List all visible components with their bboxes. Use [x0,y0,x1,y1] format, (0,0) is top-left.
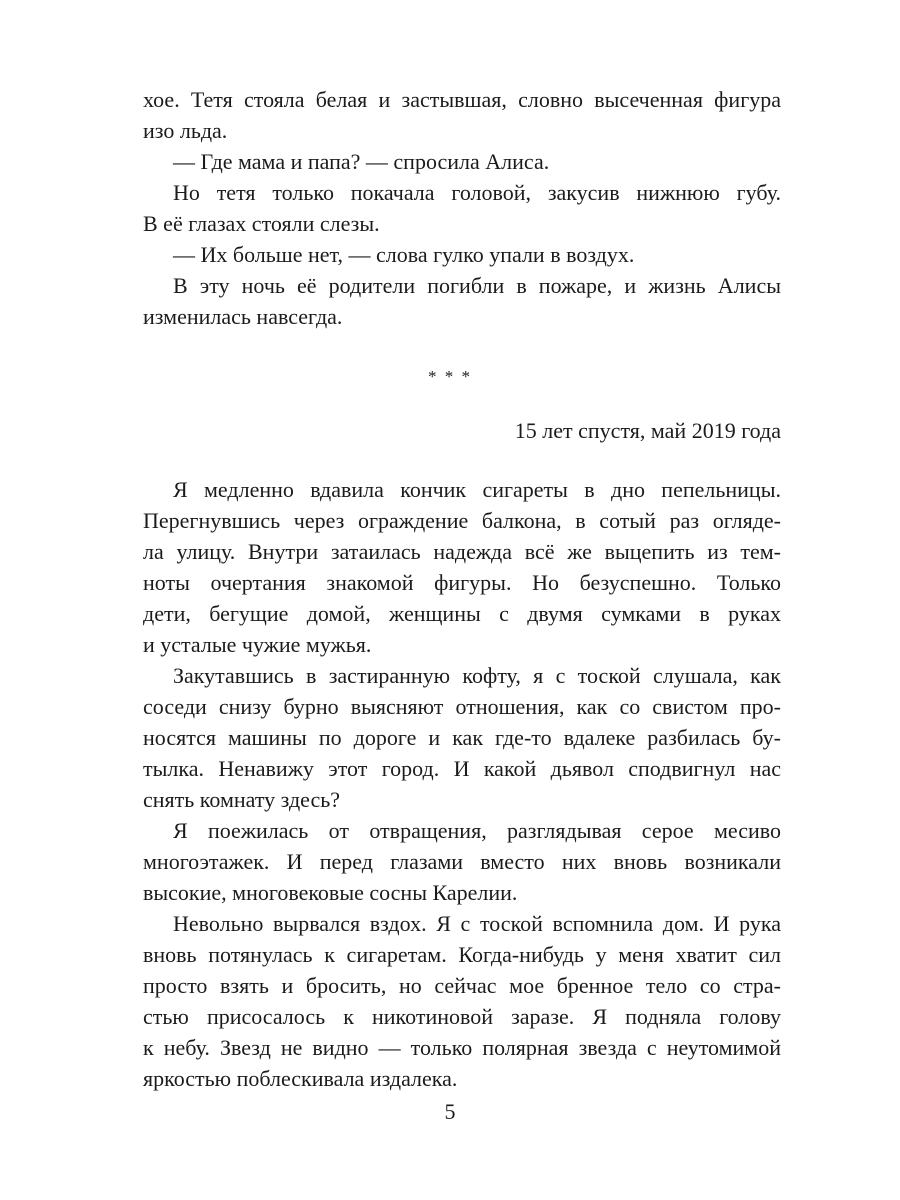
dialogue-line: — Где мама и папа? — спросила Алиса. [173,149,550,174]
text-line: снять комнату здесь? [143,787,341,812]
text-line: ла улицу. Внутри затаилась надежда всё же выцепить из тем- [143,539,781,564]
text-line: яркостью поблескивала издалека. [143,1066,458,1091]
text-line: тылка. Ненавижу этот город. И какой дьявол сподвигнул нас [143,756,781,781]
text-line: Закутавшись в застиранную кофту, я с тоской слушала, как [173,663,781,688]
text-line: высокие, многовековые сосны Карелии. [143,880,518,905]
text-line: просто взять и бросить, но сейчас мое бренное тело со стра- [143,973,781,998]
text-line: изо льда. [143,118,228,143]
text-line: и усталые чужие мужья. [143,632,372,657]
text-line: Перегнувшись через ограждение балкона, в сотый раз огляде- [143,508,781,533]
text-line: носятся машины по дороге и как где-то вдалеке разбилась бу- [143,725,781,750]
text-line: В её глазах стояли слезы. [143,211,380,236]
text-line: Но тетя только покачала головой, закусив нижнюю губу. [173,180,781,205]
text-line: Невольно вырвался вздох. Я с тоской вспомнила дом. И рука [173,911,781,936]
text-line: дети, бегущие домой, женщины с двумя сумками в руках [143,601,781,626]
text-line: изменилась навсегда. [143,304,343,329]
dateline: 15 лет спустя, май 2019 года [514,418,781,443]
page-number: 5 [444,1099,456,1124]
dialogue-line: — Их больше нет, — слова гулко упали в воздух. [173,242,635,267]
text-line: многоэтажек. И перед глазами вместо них вновь возникали [143,849,781,874]
text-line: вновь потянулась к сигаретам. Когда-нибудь у меня хватит сил [143,942,781,967]
text-line: к небу. Звезд не видно — только полярная звезда с неутомимой [143,1035,781,1060]
text-line: хое. Тетя стояла белая и застывшая, словно высеченная фигура [143,87,781,112]
text-line: соседи снизу бурно выясняют отношения, как со свистом про- [143,694,781,719]
text-line: Я медленно вдавила кончик сигареты в дно пепельницы. [173,477,781,502]
text-line: Я поежилась от отвращения, разглядывая серое месиво [173,818,781,843]
text-line: ноты очертания знакомой фигуры. Но безуспешно. Только [143,570,781,595]
text-line: В эту ночь её родители погибли в пожаре, и жизнь Алисы [173,273,781,298]
section-separator: * * * [428,367,472,386]
text-line: стью присосалось к никотиновой заразе. Я подняла голову [143,1004,781,1029]
